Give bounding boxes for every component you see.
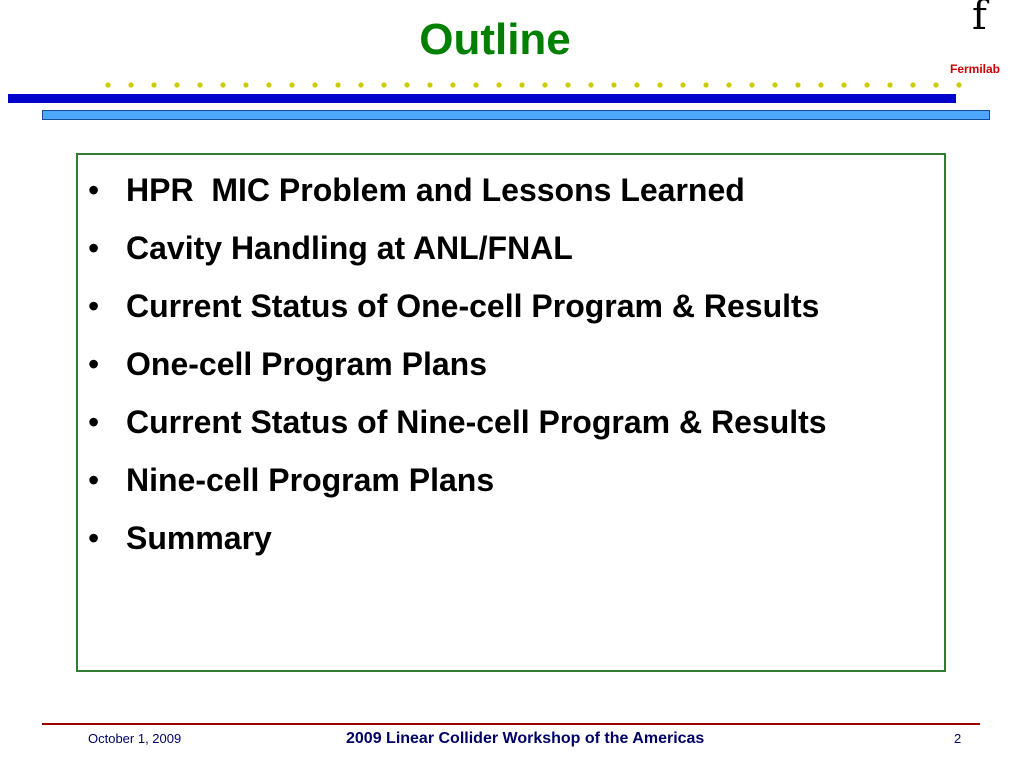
divider-dot [404,82,409,87]
divider-dot [243,82,248,87]
bullet-item [78,457,944,503]
bullet-icon: • [88,288,100,324]
divider-dot [910,82,915,87]
bullet-item [78,167,944,213]
divider-dot [105,82,110,87]
header-bar-light [42,110,990,120]
fermilab-logo-text: Fermilab [950,62,1001,76]
bullet-icon: • [88,172,100,208]
divider-dot [197,82,202,87]
divider-dot [634,82,639,87]
dotted-divider [104,77,984,93]
divider-dot [358,82,363,87]
divider-dot [266,82,271,87]
divider-dot [841,82,846,87]
bullet-icon: • [88,404,100,440]
slide-title: Outline [419,15,571,64]
divider-dot [220,82,225,87]
divider-dot [703,82,708,87]
divider-dot [956,82,961,87]
bullet-item [78,399,944,445]
divider-dot [565,82,570,87]
bullet-icon: • [88,346,100,382]
divider-dot [795,82,800,87]
bullet-item [78,283,944,329]
bullet-text: Cavity Handling at ANL/FNAL [126,230,573,266]
page-number: 2 [954,731,962,746]
divider-dot [450,82,455,87]
divider-dot [611,82,616,87]
divider-dot [289,82,294,87]
divider-dot [128,82,133,87]
bullet-item [78,515,944,561]
footer-divider [42,723,980,725]
bullet-text: One-cell Program Plans [126,346,488,382]
divider-dot [312,82,317,87]
footer-event-title: 2009 Linear Collider Workshop of the Americas [346,730,705,747]
bullet-icon: • [88,520,100,556]
divider-dot [496,82,501,87]
bullet-icon: • [88,230,100,266]
header-bar-dark [8,94,956,103]
divider-dot [749,82,754,87]
divider-dot [887,82,892,87]
divider-dot [381,82,386,87]
divider-dot [818,82,823,87]
bullet-list [78,155,944,561]
outline-box [76,153,946,672]
divider-dot [657,82,662,87]
divider-dot [726,82,731,87]
divider-dot [542,82,547,87]
divider-dot [335,82,340,87]
fermilab-logo-icon: f [972,0,987,39]
divider-dot [772,82,777,87]
divider-dot [519,82,524,87]
bullet-text: Current Status of Nine-cell Program & Results [126,404,827,440]
bullet-text: Current Status of One-cell Program & Results [126,288,820,324]
footer-date: October 1, 2009 [88,731,182,746]
divider-dot [473,82,478,87]
divider-dot [680,82,685,87]
divider-dot [151,82,156,87]
bullet-icon: • [88,462,100,498]
bullet-item [78,341,944,387]
divider-dot [427,82,432,87]
bullet-text: HPR MIC Problem and Lessons Learned [126,172,745,208]
divider-dot [174,82,179,87]
divider-dot [933,82,938,87]
divider-dot [588,82,593,87]
bullet-text: Summary [126,520,272,556]
bullet-item [78,225,944,271]
bullet-text: Nine-cell Program Plans [126,462,495,498]
divider-dot [864,82,869,87]
